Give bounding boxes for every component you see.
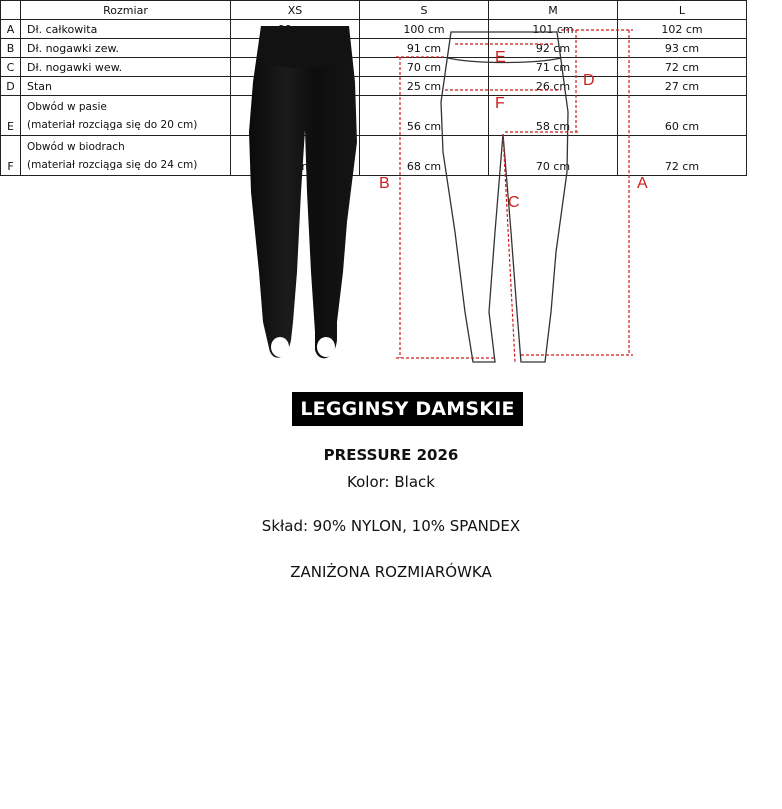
row-value: 58 cm (489, 96, 618, 136)
leggings-shape (249, 26, 357, 358)
row-key: E (1, 96, 21, 136)
row-label: Dł. nogawki wew. (21, 58, 231, 77)
row-key: C (1, 58, 21, 77)
row-value: 100 cm (360, 20, 489, 39)
letter-e: E (495, 49, 506, 66)
row-value: 26 cm (489, 77, 618, 96)
header-key-cell (1, 1, 21, 20)
row-value: 72 cm (618, 58, 747, 77)
letter-a: A (637, 175, 648, 192)
outline-leggings (441, 32, 568, 362)
header-size-s: S (360, 1, 489, 20)
row-value: 60 cm (618, 96, 747, 136)
product-photo (245, 22, 365, 367)
row-value: 102 cm (618, 20, 747, 39)
row-key: D (1, 77, 21, 96)
row-note: (materiał rozciąga się do 24 cm) (27, 158, 198, 171)
line-c (503, 134, 515, 362)
row-label: Obwód w biodrach (27, 140, 125, 153)
letter-f: F (495, 95, 505, 112)
row-note: (materiał rozciąga się do 20 cm) (27, 118, 198, 131)
measurement-diagram (375, 22, 665, 367)
letter-d: D (583, 72, 595, 89)
product-composition: Skład: 90% NYLON, 10% SPANDEX (261, 517, 521, 535)
row-label-multiline (21, 136, 231, 176)
stirrup-right (317, 337, 335, 357)
size-table-header (1, 1, 747, 20)
row-key: B (1, 39, 21, 58)
product-model: PRESSURE 2026 (323, 446, 459, 464)
waistband-shape (257, 26, 351, 68)
size-table-title: ZANIŻONA ROZMIARÓWKA (290, 563, 492, 581)
row-value: 70 cm (489, 136, 618, 176)
row-value: 68 cm (360, 136, 489, 176)
row-label: Obwód w pasie (27, 100, 107, 113)
row-value: 56 cm (360, 96, 489, 136)
row-value: 92 cm (489, 39, 618, 58)
row-value: 91 cm (360, 39, 489, 58)
row-value: 71 cm (489, 58, 618, 77)
row-label: Dł. całkowita (21, 20, 231, 39)
header-size-m: M (489, 1, 618, 20)
header-size-l: L (618, 1, 747, 20)
row-value: 70 cm (360, 58, 489, 77)
row-label-multiline (21, 96, 231, 136)
row-label: Stan (21, 77, 231, 96)
product-title-banner: LEGGINSY DAMSKIE (292, 392, 523, 426)
row-value: 93 cm (618, 39, 747, 58)
row-key: F (1, 136, 21, 176)
letter-b: B (379, 175, 390, 192)
row-value: 27 cm (618, 77, 747, 96)
stirrup-left (271, 337, 289, 357)
row-value: 25 cm (360, 77, 489, 96)
header-size-xs: XS (231, 1, 360, 20)
product-color: Kolor: Black (347, 473, 435, 491)
header-label-cell: Rozmiar (21, 1, 231, 20)
row-key: A (1, 20, 21, 39)
row-value: 72 cm (618, 136, 747, 176)
row-value: 101 cm (489, 20, 618, 39)
letter-c: C (508, 194, 520, 211)
row-label: Dł. nogawki zew. (21, 39, 231, 58)
